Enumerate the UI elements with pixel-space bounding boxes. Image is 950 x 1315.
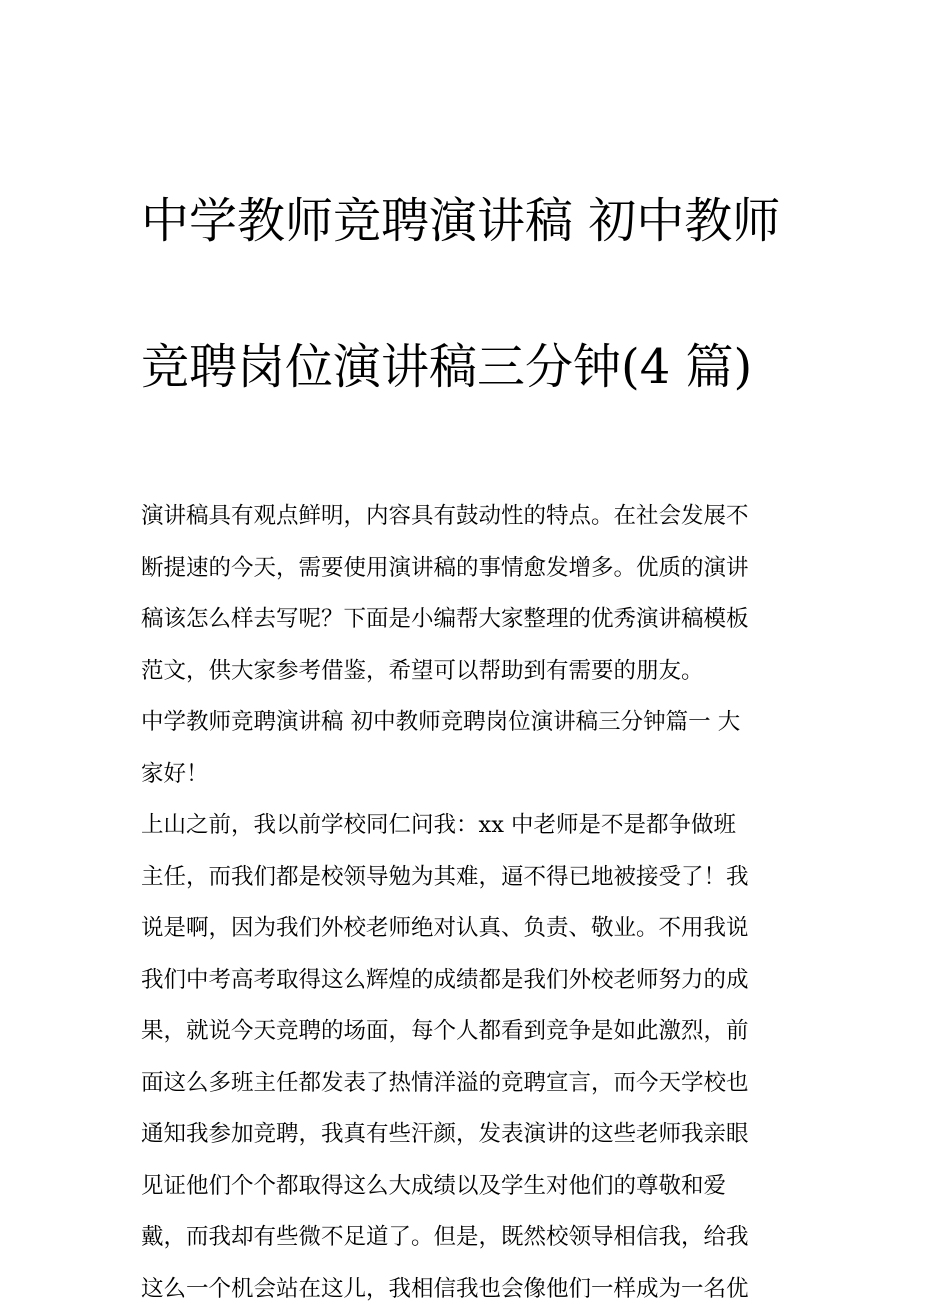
document-body (141, 491, 813, 1315)
text-line: 中学教师竞聘演讲稿 初中教师竞聘岗位演讲稿三分钟篇一 大 (141, 697, 813, 749)
title-line: 竞聘岗位演讲稿三分钟(4 篇) (141, 331, 813, 404)
document-content (141, 112, 813, 1315)
text-line: 范文，供大家参考借鉴，希望可以帮助到有需要的朋友。 (141, 646, 813, 698)
text-line: 通知我参加竞聘，我真有些汗颜，发表演讲的这些老师我亲眼 (141, 1109, 813, 1161)
text-line: 果，就说今天竞聘的场面，每个人都看到竞争是如此激烈，前 (141, 1006, 813, 1058)
text-line: 面这么多班主任都发表了热情洋溢的竞聘宣言，而今天学校也 (141, 1058, 813, 1110)
text-line: 家好！ (141, 749, 813, 801)
speech-paragraph (141, 800, 813, 1315)
text-line: 戴，而我却有些微不足道了。但是，既然校领导相信我，给我 (141, 1212, 813, 1264)
intro-paragraph (141, 491, 813, 697)
text-line: 我们中考高考取得这么辉煌的成绩都是我们外校老师努力的成 (141, 955, 813, 1007)
text-line: 这么一个机会站在这儿，我相信我也会像他们一样成为一名优 (141, 1264, 813, 1315)
section-heading-paragraph (141, 697, 813, 800)
text-line: 说是啊，因为我们外校老师绝对认真、负责、敬业。不用我说 (141, 903, 813, 955)
text-line: 主任，而我们都是校领导勉为其难，逼不得已地被接受了！我 (141, 852, 813, 904)
document-title (141, 112, 813, 477)
text-line: 演讲稿具有观点鲜明，内容具有鼓动性的特点。在社会发展不 (141, 491, 813, 543)
text-line: 稿该怎么样去写呢？下面是小编帮大家整理的优秀演讲稿模板 (141, 594, 813, 646)
title-line: 中学教师竞聘演讲稿 初中教师 (141, 185, 813, 258)
text-line: 上山之前，我以前学校同仁问我：xx 中老师是不是都争做班 (141, 800, 813, 852)
text-line: 断提速的今天，需要使用演讲稿的事情愈发增多。优质的演讲 (141, 543, 813, 595)
text-line: 见证他们个个都取得这么大成绩以及学生对他们的尊敬和爱 (141, 1161, 813, 1213)
